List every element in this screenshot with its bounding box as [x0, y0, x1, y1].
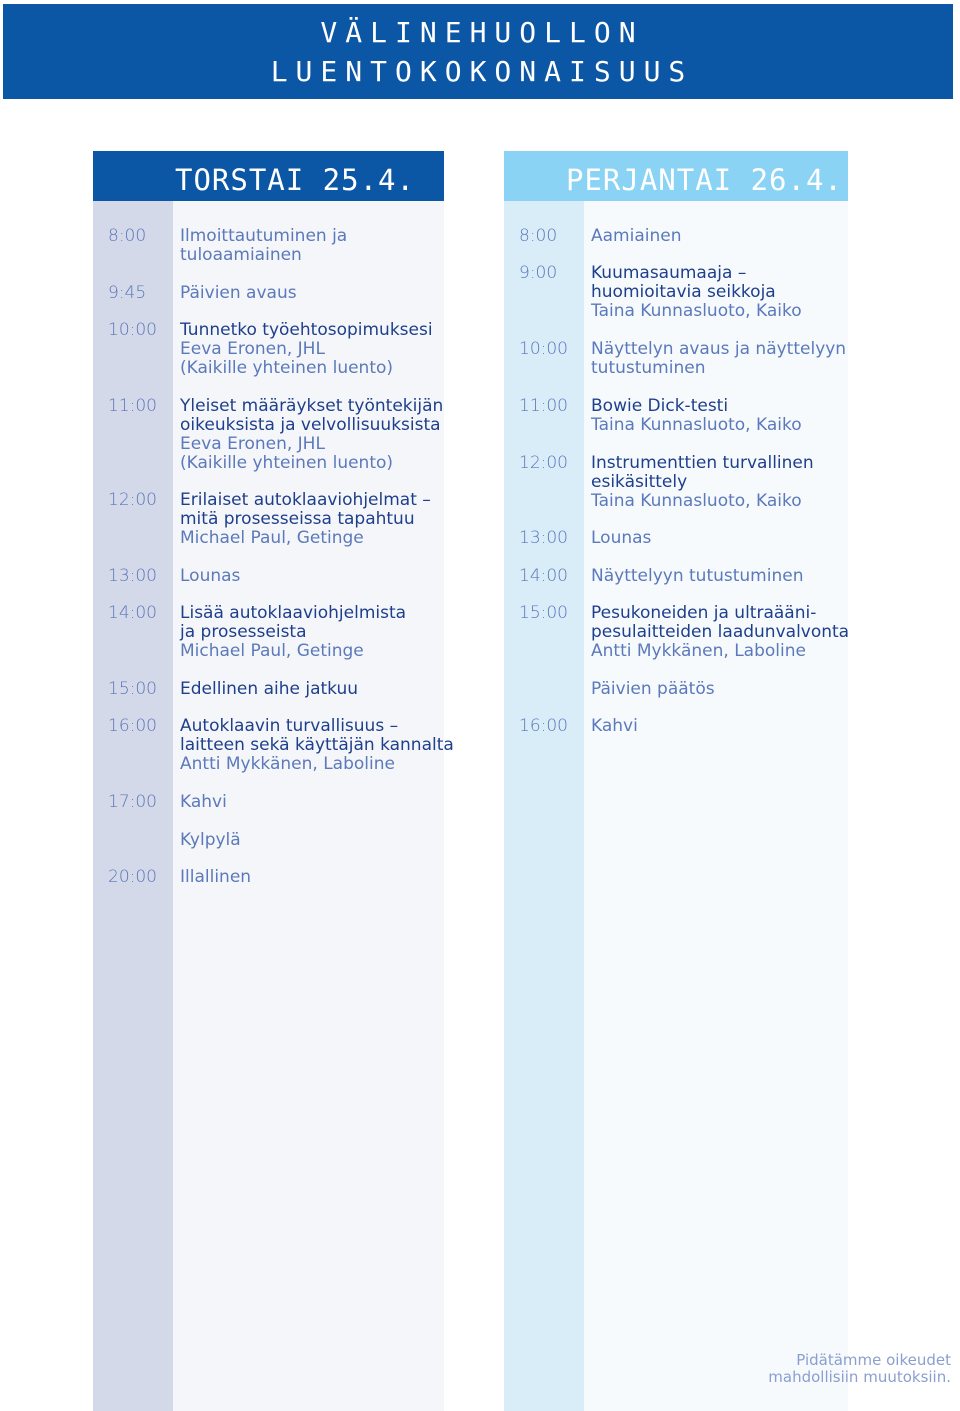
schedule-text: Tunnetko työehtosopimuksesi	[180, 320, 433, 340]
schedule-speaker: Eeva Eronen, JHL	[180, 339, 325, 359]
schedule-speaker: Michael Paul, Getinge	[180, 528, 364, 548]
schedule-time: 10:00	[108, 320, 157, 340]
schedule-text: Pesukoneiden ja ultraääni-	[591, 603, 817, 623]
schedule-time: 14:00	[519, 566, 568, 586]
thursday-title: TORSTAI 25.4.	[93, 151, 444, 201]
schedule-text: Bowie Dick-testi	[591, 396, 729, 416]
schedule-text: Päivien päätös	[591, 679, 715, 699]
schedule-text: pesulaitteiden laadunvalvonta	[591, 622, 850, 642]
schedule-time: 20:00	[108, 867, 157, 887]
schedule-text: Kuumasaumaaja –	[591, 263, 747, 283]
schedule-text: tuloaamiainen	[180, 245, 302, 265]
schedule-text: Kylpylä	[180, 830, 241, 850]
schedule-text: Instrumenttien turvallinen	[591, 453, 814, 473]
schedule-text: Ilmoittautuminen ja	[180, 226, 348, 246]
schedule-time: 13:00	[108, 566, 157, 586]
schedule-speaker: Taina Kunnasluoto, Kaiko	[591, 491, 802, 511]
header-title-line2: LUENTOKOKONAISUUS	[270, 54, 694, 88]
schedule-time: 8:00	[108, 226, 147, 246]
schedule-speaker: Eeva Eronen, JHL	[180, 434, 325, 454]
schedule-time: 11:00	[519, 396, 568, 416]
schedule-time: 16:00	[108, 716, 157, 736]
schedule-text: esikäsittely	[591, 472, 688, 492]
schedule-text: Erilaiset autoklaaviohjelmat –	[180, 490, 431, 510]
schedule-text: laitteen sekä käyttäjän kannalta	[180, 735, 454, 755]
header-title-line1: VÄLINEHUOLLON	[320, 15, 644, 49]
schedule-speaker: Taina Kunnasluoto, Kaiko	[591, 415, 802, 435]
schedule-text: Edellinen aihe jatkuu	[180, 679, 359, 699]
program-header	[3, 4, 953, 99]
schedule-text: Näyttelyn avaus ja näyttelyyn	[591, 339, 847, 359]
schedule-time: 9:00	[519, 263, 558, 283]
schedule-speaker: Antti Mykkänen, Laboline	[180, 754, 395, 774]
schedule-text: Kahvi	[591, 716, 638, 736]
schedule-time: 9:45	[108, 283, 147, 303]
schedule-text: Näyttelyyn tutustuminen	[591, 566, 804, 586]
disclaimer	[768, 1352, 951, 1386]
schedule-text: Autoklaavin turvallisuus –	[180, 716, 399, 736]
schedule-note: (Kaikille yhteinen luento)	[180, 358, 394, 378]
schedule-speaker: Antti Mykkänen, Laboline	[591, 641, 806, 661]
schedule-text: Aamiainen	[591, 226, 682, 246]
schedule-note: (Kaikille yhteinen luento)	[180, 453, 394, 473]
schedule-time: 14:00	[108, 603, 157, 623]
schedule-text: huomioitavia seikkoja	[591, 282, 776, 302]
schedule-time: 16:00	[519, 716, 568, 736]
schedule-text: oikeuksista ja velvollisuuksista	[180, 415, 441, 435]
friday-time-column	[504, 201, 584, 1411]
schedule-text: Kahvi	[180, 792, 227, 812]
schedule-text: mitä prosesseissa tapahtuu	[180, 509, 415, 529]
schedule-time: 17:00	[108, 792, 157, 812]
schedule-text: ja prosesseista	[180, 622, 307, 642]
schedule-text: Lounas	[180, 566, 241, 586]
schedule-text: Päivien avaus	[180, 283, 297, 303]
friday-title: PERJANTAI 26.4.	[504, 151, 848, 201]
schedule-time: 13:00	[519, 528, 568, 548]
schedule-text: tutustuminen	[591, 358, 706, 378]
schedule-time: 8:00	[519, 226, 558, 246]
friday-content-column	[584, 201, 848, 1411]
schedule-text: Yleiset määräykset työntekijän	[180, 396, 444, 416]
schedule-time: 12:00	[108, 490, 157, 510]
schedule-speaker: Taina Kunnasluoto, Kaiko	[591, 301, 802, 321]
schedule-text: Illallinen	[180, 867, 252, 887]
schedule-text: Lounas	[591, 528, 652, 548]
schedule-time: 11:00	[108, 396, 157, 416]
disclaimer-line1: Pidätämme oikeudet	[796, 1351, 951, 1369]
schedule-time: 15:00	[108, 679, 157, 699]
schedule-time: 15:00	[519, 603, 568, 623]
schedule-text: Lisää autoklaaviohjelmista	[180, 603, 407, 623]
schedule-time: 12:00	[519, 453, 568, 473]
schedule-speaker: Michael Paul, Getinge	[180, 641, 364, 661]
disclaimer-line2: mahdollisiin muutoksiin.	[768, 1368, 951, 1386]
schedule-time: 10:00	[519, 339, 568, 359]
